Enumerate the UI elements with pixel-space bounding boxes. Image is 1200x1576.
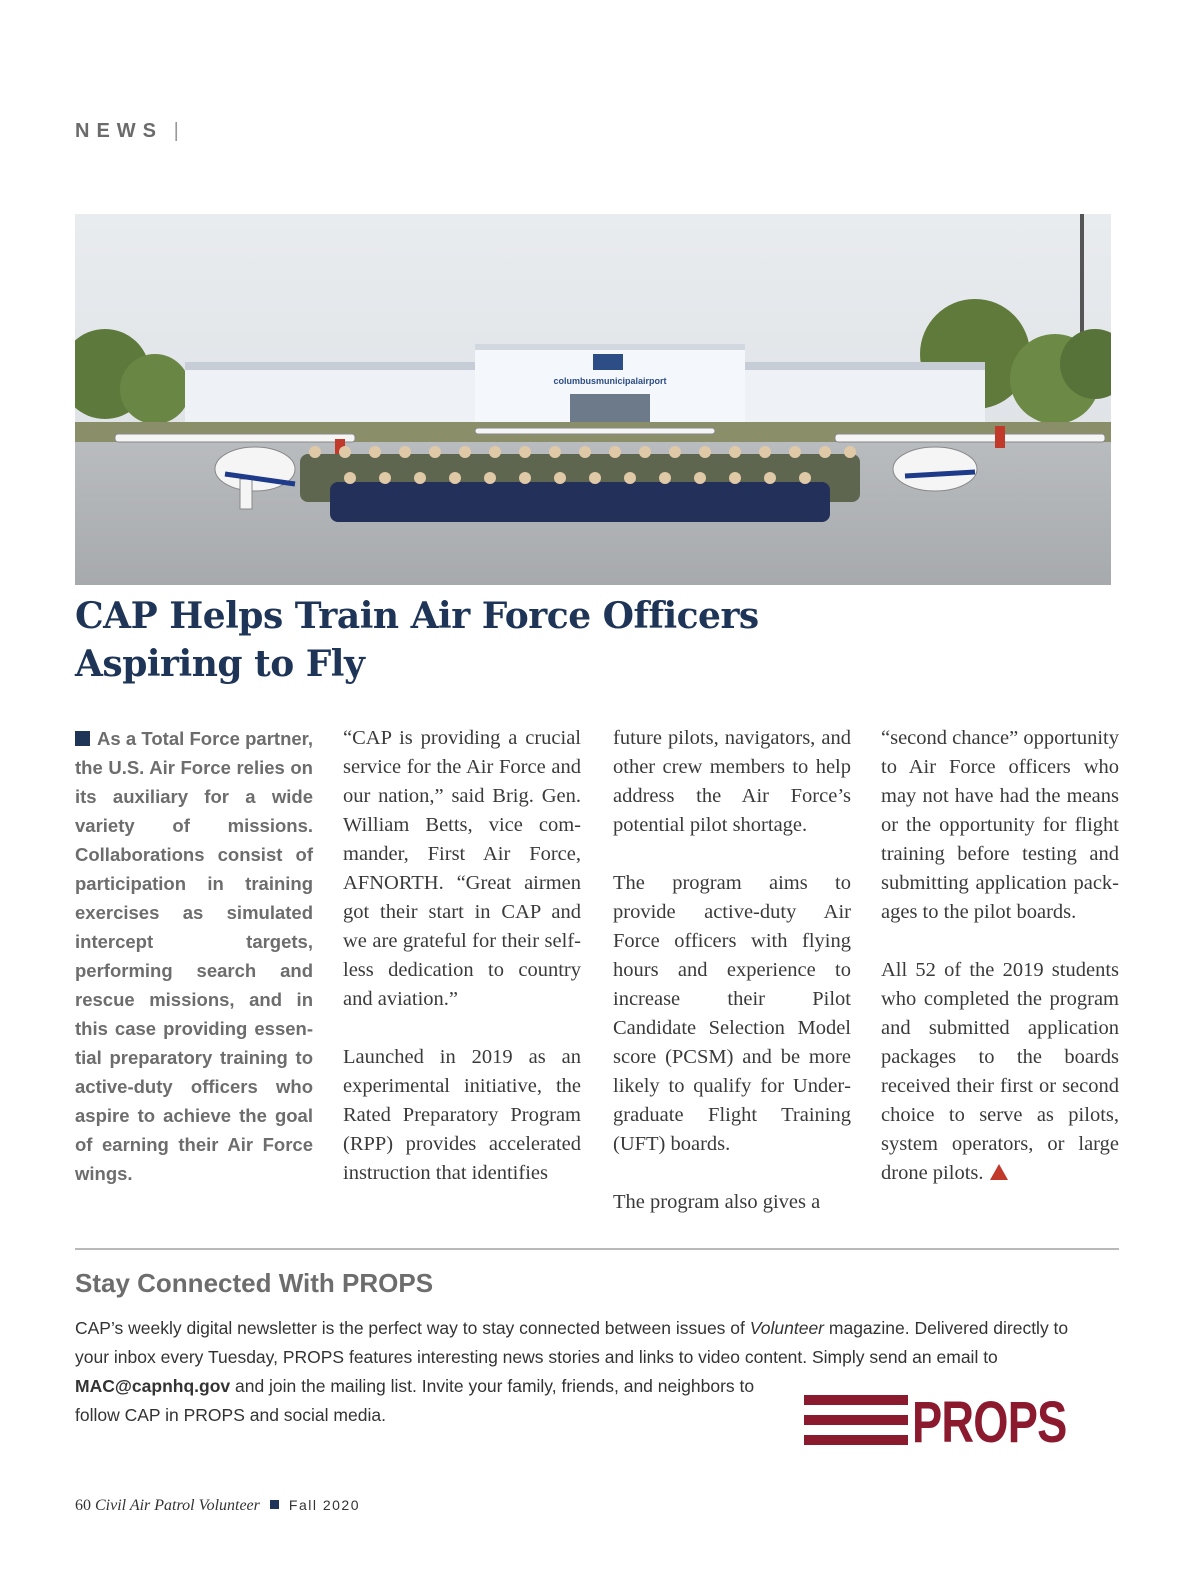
props-logo (804, 1390, 1067, 1455)
article-photo (75, 214, 1111, 585)
magazine-title: Civil Air Patrol Volunteer (95, 1497, 260, 1514)
email-link[interactable]: MAC@capnhq.gov (75, 1376, 231, 1396)
headline-line2: Aspiring to Fly (75, 643, 365, 685)
paragraph: “CAP is providing a crucial service for the Air Force and our nation,” said Brig. Gen. William Betts, vice commander, First Air Force, AFNORTH. “Great airmen got their start in CAP and we are grateful for their selfless dedication to country and aviation.” (343, 727, 581, 1010)
section-label (75, 120, 179, 143)
section-divider (75, 1248, 1119, 1250)
section-separator: | (173, 120, 179, 142)
paragraph: Launched in 2019 as an experimental initiative, the Rated Preparatory Program (RPP) provides accelerated instruction that identifies (343, 1046, 581, 1184)
magazine-name: Volunteer (749, 1318, 825, 1338)
article-column-1 (75, 724, 313, 1217)
logo-stripe (804, 1435, 908, 1445)
airport-sign: columbusmunicipalairport (553, 376, 667, 386)
paragraph: The program also gives a (613, 1191, 821, 1213)
footer-square-icon (270, 1500, 279, 1509)
article-column-2 (343, 724, 581, 1217)
logo-stripe (804, 1415, 908, 1425)
paragraph: The program aims to provide active-duty Air Force officers with flying hours and experience to increase their Pilot Candidate Selection Model score (PCSM) and be more likely to qualify for Undergraduate Flight Training (UFT) boards. (613, 872, 851, 1155)
article-column-4 (881, 724, 1119, 1217)
logo-word: PROPS (912, 1390, 1067, 1455)
section-name: NEWS (75, 120, 163, 142)
paragraph: future pilots, navigators, and other crew members to help address the Air Force’s potential pilot shortage. (613, 727, 851, 836)
lead-square-icon (75, 731, 90, 746)
props-text: magazine. Delivered directly to your inbox every Tuesday, PROPS features interesting news stories and links to video content. Simply send an email to (75, 1318, 1069, 1367)
props-text: CAP’s weekly digital newsletter is the perfect way to stay connected between issues of (75, 1318, 750, 1338)
article-column-3 (613, 724, 851, 1246)
props-heading: Stay Connected With PROPS (75, 1268, 434, 1298)
page-footer (75, 1497, 360, 1515)
group-photo-airport-icon (75, 214, 1111, 585)
props-text: follow CAP in PROPS and social media. (75, 1405, 386, 1425)
paragraph: All 52 of the 2019 students who completed the program and submitted application packages to the boards received their first or second choice to serve as pilots, system operators, or large drone pilots. (881, 959, 1119, 1184)
issue-label: Fall 2020 (288, 1497, 360, 1513)
lead-paragraph: As a Total Force partner, the U.S. Air Force relies on its auxiliary for a wide variety of missions. Collaborations consist of participation in training exercises as simulated intercept targets, performing search and rescue missions, and in this case providing essential preparatory training to active-duty officers who aspire to achieve the goal of earning their Air Force wings. (75, 728, 313, 1184)
props-text: and join the mailing list. Invite your family, friends, and neighbors to (230, 1376, 755, 1396)
article-headline (75, 592, 875, 688)
paragraph: “second chance” opportunity to Air Force officers who may not have had the means or the opportunity for flight training before testing and submitting application packages to the pilot boards. (881, 727, 1119, 923)
page-number: 60 (75, 1497, 91, 1514)
end-triangle-icon (990, 1164, 1008, 1180)
logo-stripe (804, 1395, 908, 1405)
headline-line1: CAP Helps Train Air Force Officers (75, 595, 759, 637)
